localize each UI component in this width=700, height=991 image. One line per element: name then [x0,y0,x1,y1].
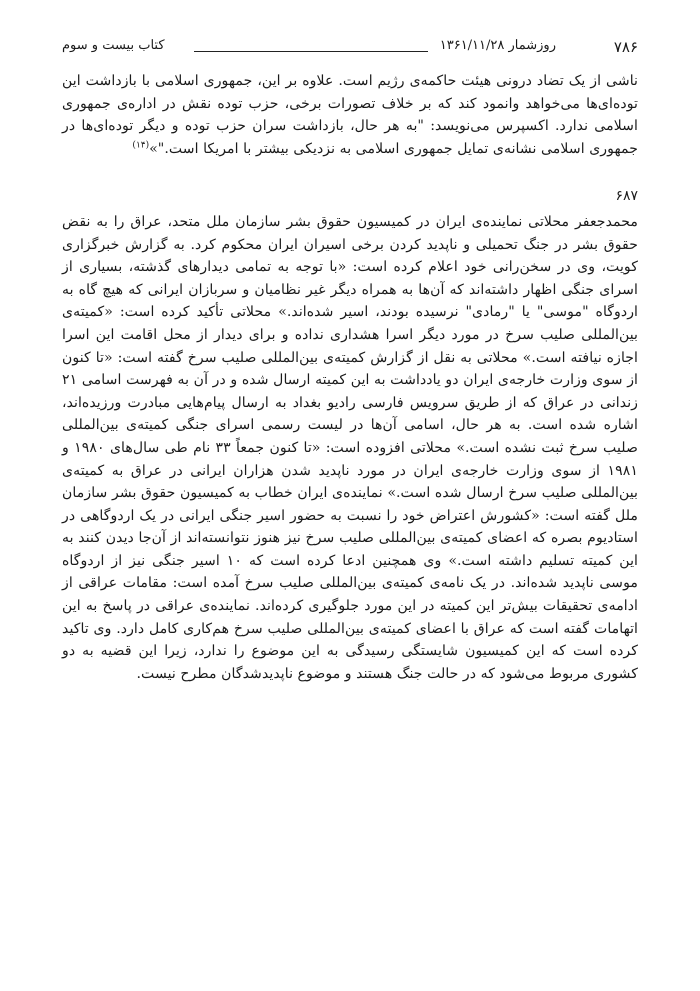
paragraph-text: ناشی از یک تضاد درونی هیئت حاکمه‌ی رژیم است. علاوه بر این، جمهوری اسلامی با بازداشت این توده‌ای‌ها می‌خواهد وانمود کند که بر خلاف تصورات برخی، حزب توده نقش در اداره‌ی جمهوری اسلامی ندارد. اکسپرس می‌نویسد: "به هر حال، بازداشت سران حزب توده و دیگر توده‌ای‌ها در جمهوری اسلامی نشانه‌ی تمایل جمهوری اسلامی به نزدیکی بیشتر با امریکا است."» [62,73,638,157]
header-rule [194,51,428,52]
paragraph-continuation [62,70,638,160]
page-number: ۷۸۶ [613,38,638,56]
page-body [62,70,638,685]
date-label: روزشمار ۱۳۶۱/۱۱/۲۸ [439,38,556,53]
book-title: کتاب بیست و سوم [62,38,165,53]
footnote-marker: (۱۴) [132,140,150,151]
document-number: ۶۸۷ [615,188,638,205]
page-header [62,38,638,62]
section-gap [62,160,638,185]
paragraph-main: محمدجعفر محلاتی نماینده‌ی ایران در کمیسیون حقوق بشر سازمان ملل متحد، عراق را به نقض حقوق بشر در جنگ تحمیلی و ناپدید کردن برخی اسیران ایران محکوم کرد. به گزارش خبرگزاری کویت، وی در سخن‌رانی خود اعلام کرده است: «با توجه به تمامی دیدارهای گذشته، بسیاری از اسرای جنگی اظهار داشته‌اند که آن‌ها به همراه دیگر غیر نظامیان و سربازان ایرانی که هیچ گاه به اردوگاه "موسی" یا "رمادی" نرسیده بودند، اسیر شده‌اند.» محلاتی تأکید کرده است: «کمیته‌ی بین‌المللی صلیب سرخ در مورد دیگر اسرا هشداری نداده و برای دیدار از محل اقامت این اسرا اجازه نیافته است.» محلاتی به نقل از گزارش کمیته‌ی بین‌المللی صلیب سرخ گفته است: «تا کنون از سوی وزارت خارجه‌ی ایران دو یادداشت به این کمیته ارسال شده و در آن به فهرست اسامی ۲۱ زندانی در عراق که از طریق سرویس فارسی رادیو بغداد به ارسال پیام‌هایی مبادرت ورزیده‌اند، اشاره شده است. به هر حال، اسامی آن‌ها در لیست رسمی اسرای جنگی کمیته‌ی بین‌المللی صلیب سرخ ثبت نشده است.» محلاتی افزوده است: «تا کنون جمعاً ۳۳ نام طی سال‌های ۱۹۸۰ و ۱۹۸۱ از سوی وزارت خارجه‌ی ایران در مورد ناپدید شدن هزاران ایرانی در عراق به کمیته‌ی بین‌المللی صلیب سرخ ارسال شده است.» نماینده‌ی ایران خطاب به کمیسیون حقوق بشر سازمان ملل گفته است: «کشورش اعتراض خود را نسبت به حضور اسیر جنگی ایرانی در یک اردوگاهی در استادیوم بصره که اعضای کمیته‌ی بین‌المللی صلیب سرخ نیز هنوز نتوانسته‌اند از آن‌جا دیدن کنند به این کمیته تسلیم داشته است.» وی همچنین ادعا کرده است که ۱۰ اسیر جنگی نیز از اردوگاه موسی ناپدید شده‌اند. در یک نامه‌ی کمیته‌ی بین‌المللی صلیب سرخ آمده است: مقامات عراقی از ادامه‌ی تحقیقات بیش‌تر این کمیته در این مورد جلوگیری کرده‌اند. نماینده‌ی عراقی در پاسخ به این اتهامات گفته است که عراق با اعضای کمیته‌ی بین‌المللی صلیب سرخ هم‌کاری کامل دارد. وی تاکید کرده است که این کمیسیون شایستگی رسیدگی به این موضوع را ندارد، زیرا این قضیه به دو کشوری مربوط می‌شود که در حالت جنگ هستند و موضوع ناپدیدشدگان مطرح نیست. [62,213,638,682]
